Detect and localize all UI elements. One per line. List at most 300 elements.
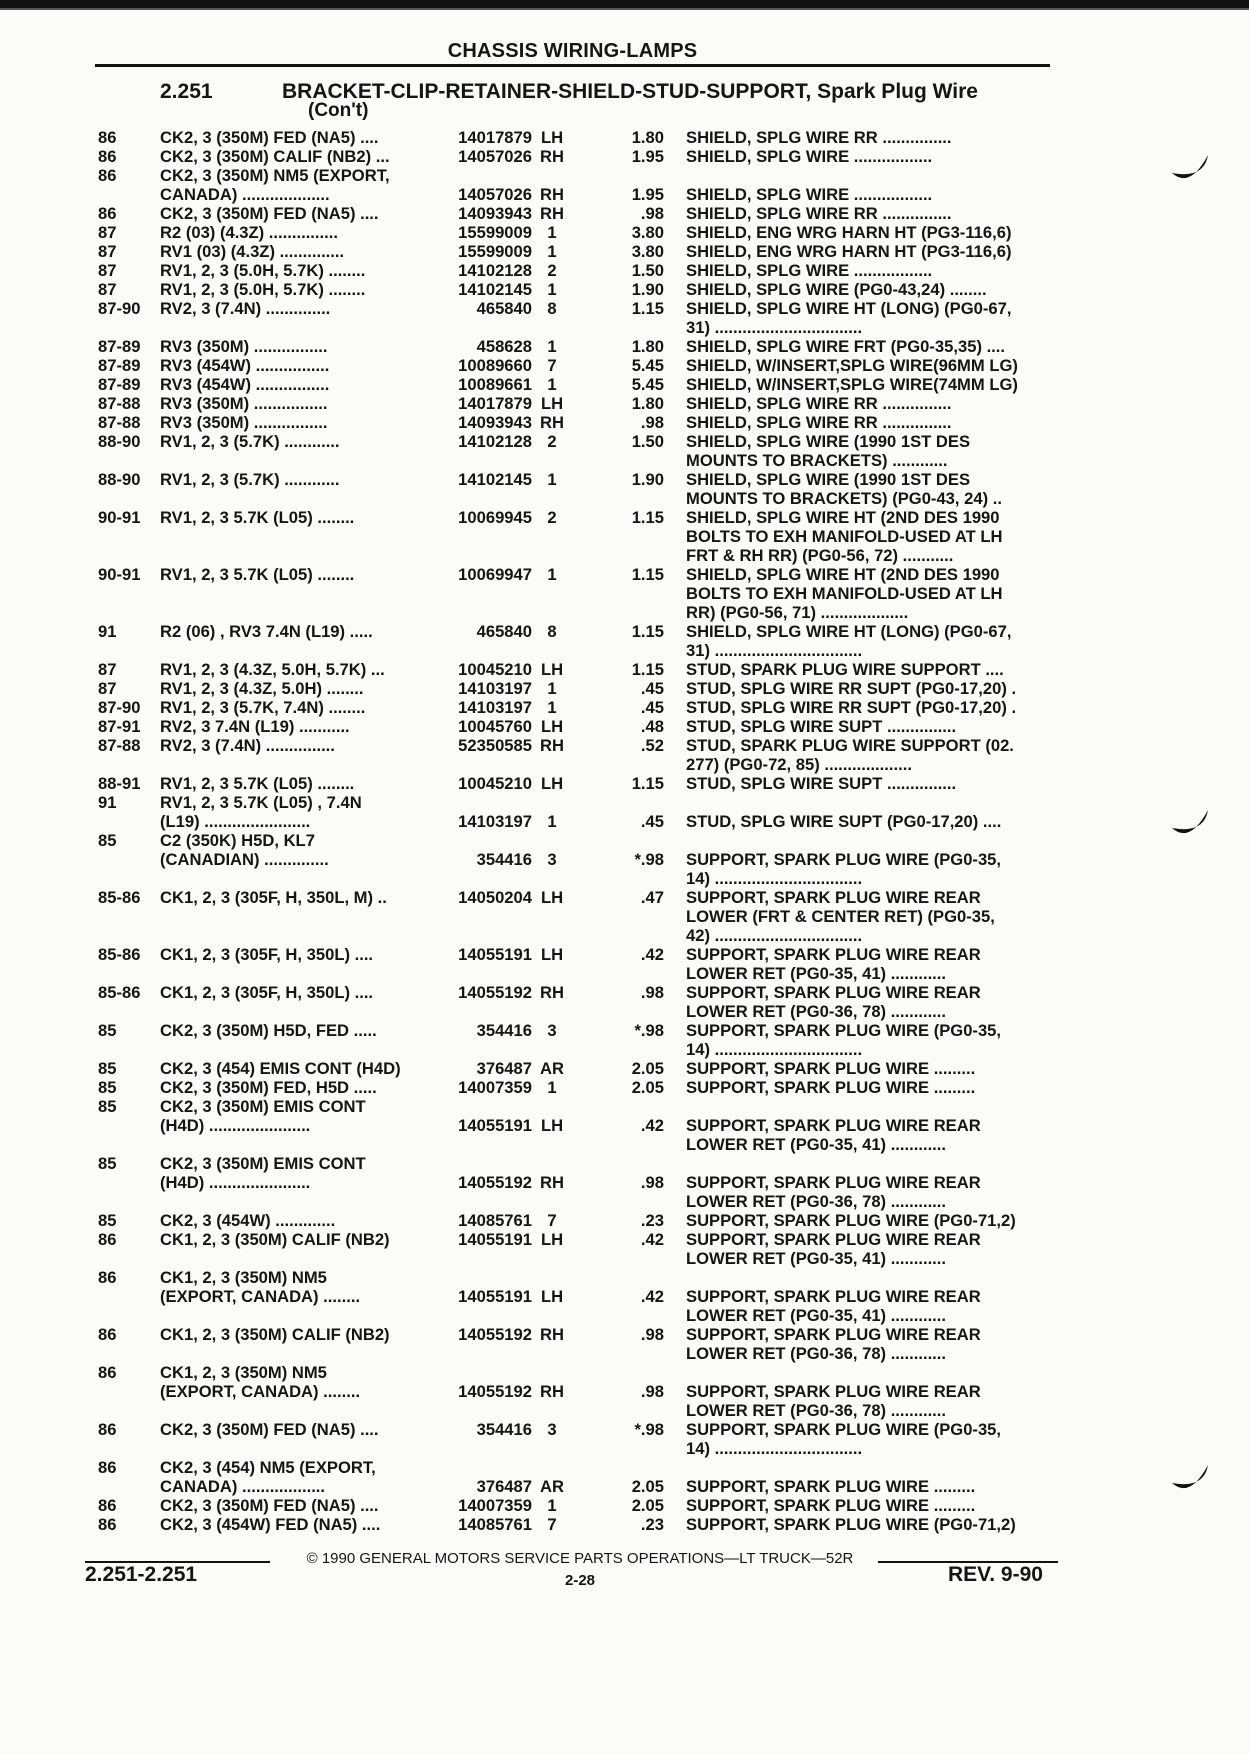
list-item	[0, 1173, 1249, 1192]
model-year: 87-89	[98, 337, 141, 356]
price: 1.15	[631, 622, 664, 641]
list-item	[0, 1002, 1249, 1021]
model-code: CK2, 3 (454) NM5 (EXPORT,	[160, 1458, 376, 1477]
description: SUPPORT, SPARK PLUG WIRE (PG0-71,2)	[686, 1515, 1016, 1534]
description: SHIELD, SPLG WIRE FRT (PG0-35,35) ....	[686, 337, 1006, 356]
model-code: (H4D) ......................	[160, 1173, 311, 1192]
description: SUPPORT, SPARK PLUG WIRE (PG0-35,	[686, 850, 1002, 869]
price: 1.80	[631, 394, 664, 413]
model-code: CK2, 3 (454) EMIS CONT (H4D)	[160, 1059, 401, 1078]
part-number: 14085761	[458, 1515, 532, 1534]
model-code: RV3 (350M) ................	[160, 394, 328, 413]
model-code: CK2, 3 (454W) FED (NA5) ....	[160, 1515, 381, 1534]
price: 1.90	[631, 280, 664, 299]
price: 5.45	[631, 356, 664, 375]
price: 2.05	[631, 1496, 664, 1515]
list-item	[0, 907, 1249, 926]
description: SUPPORT, SPARK PLUG WIRE REAR	[686, 1325, 981, 1344]
list-item	[0, 983, 1249, 1002]
quantity: 1	[547, 470, 557, 489]
description: SHIELD, SPLG WIRE HT (2ND DES 1990	[686, 508, 1000, 527]
model-code: CK2, 3 (350M) EMIS CONT	[160, 1154, 366, 1173]
model-year: 87	[98, 261, 117, 280]
model-code: (EXPORT, CANADA) ........	[160, 1382, 361, 1401]
part-number: 14057026	[458, 185, 532, 204]
model-year: 85-86	[98, 983, 141, 1002]
list-item	[0, 223, 1249, 242]
quantity: 3	[547, 1420, 557, 1439]
description: LOWER RET (PG0-36, 78) ............	[686, 1344, 947, 1363]
list-item	[0, 831, 1249, 850]
description: 31) ................................	[686, 318, 863, 337]
price: .42	[640, 1287, 664, 1306]
part-number: 14103197	[458, 812, 532, 831]
list-item	[0, 1116, 1249, 1135]
price: .42	[640, 1230, 664, 1249]
price: .45	[640, 812, 664, 831]
part-number: 14055191	[458, 945, 532, 964]
top-edge-bar	[0, 0, 1249, 8]
price: 2.05	[631, 1078, 664, 1097]
description: BOLTS TO EXH MANIFOLD-USED AT LH	[686, 584, 1003, 603]
list-item	[0, 489, 1249, 508]
model-year: 87	[98, 679, 117, 698]
model-code: CK2, 3 (350M) NM5 (EXPORT,	[160, 166, 390, 185]
description: LOWER RET (PG0-36, 78) ............	[686, 1002, 947, 1021]
model-code: CK2, 3 (350M) H5D, FED .....	[160, 1021, 377, 1040]
model-year: 87-90	[98, 299, 141, 318]
list-item	[0, 1477, 1249, 1496]
section-continued: (Con't)	[308, 100, 369, 121]
part-number: 376487	[476, 1059, 532, 1078]
model-year: 86	[98, 166, 117, 185]
list-item	[0, 185, 1249, 204]
list-item	[0, 755, 1249, 774]
part-number: 10069945	[458, 508, 532, 527]
list-item	[0, 565, 1249, 584]
list-item	[0, 641, 1249, 660]
description: LOWER RET (PG0-35, 41) ............	[686, 1135, 947, 1154]
part-number: 14055192	[458, 1382, 532, 1401]
description: SHIELD, SPLG WIRE .................	[686, 147, 933, 166]
quantity: 1	[547, 242, 557, 261]
quantity: 7	[547, 1515, 557, 1534]
part-number: 10089660	[458, 356, 532, 375]
list-item	[0, 1135, 1249, 1154]
quantity: 2	[547, 261, 557, 280]
price: .42	[640, 945, 664, 964]
description: 14) ................................	[686, 869, 863, 888]
price: 1.50	[631, 261, 664, 280]
model-code: RV2, 3 7.4N (L19) ...........	[160, 717, 350, 736]
quantity: LH	[540, 1287, 564, 1306]
quantity: 1	[547, 280, 557, 299]
footer-section-range: 2.251-2.251	[85, 1563, 198, 1586]
price: .98	[640, 983, 664, 1002]
list-item	[0, 812, 1249, 831]
model-year: 87-89	[98, 356, 141, 375]
quantity: LH	[540, 945, 564, 964]
description: STUD, SPLG WIRE SUPT ...............	[686, 717, 957, 736]
model-code: CANADA) ..................	[160, 1477, 326, 1496]
list-item	[0, 926, 1249, 945]
model-code: CK1, 2, 3 (350M) CALIF (NB2)	[160, 1325, 390, 1344]
list-item	[0, 1325, 1249, 1344]
quantity: RH	[540, 185, 564, 204]
description: STUD, SPARK PLUG WIRE SUPPORT ....	[686, 660, 1004, 679]
price: 1.95	[631, 185, 664, 204]
description: BOLTS TO EXH MANIFOLD-USED AT LH	[686, 527, 1003, 546]
model-code: CK2, 3 (454W) .............	[160, 1211, 336, 1230]
list-item	[0, 1458, 1249, 1477]
part-number: 14007359	[458, 1078, 532, 1097]
price: .23	[640, 1515, 664, 1534]
description: LOWER RET (PG0-36, 78) ............	[686, 1192, 947, 1211]
part-number: 458628	[476, 337, 532, 356]
model-year: 85	[98, 1211, 117, 1230]
binder-hole-icon	[1168, 145, 1212, 189]
model-year: 86	[98, 1458, 117, 1477]
model-code: RV1, 2, 3 5.7K (L05) , 7.4N	[160, 793, 362, 812]
model-year: 87	[98, 242, 117, 261]
model-code: RV3 (350M) ................	[160, 337, 328, 356]
list-item	[0, 698, 1249, 717]
price: *.98	[634, 1420, 664, 1439]
header-rule	[95, 64, 1050, 67]
model-code: RV1, 2, 3 (5.7K) ............	[160, 432, 340, 451]
description: SHIELD, SPLG WIRE (1990 1ST DES	[686, 470, 971, 489]
price: .42	[640, 1116, 664, 1135]
quantity: 2	[547, 432, 557, 451]
model-code: CK1, 2, 3 (350M) NM5	[160, 1363, 327, 1382]
price: 1.50	[631, 432, 664, 451]
quantity: 3	[547, 1021, 557, 1040]
description: SHIELD, SPLG WIRE HT (2ND DES 1990	[686, 565, 1000, 584]
part-number: 15599009	[458, 223, 532, 242]
list-item	[0, 128, 1249, 147]
price: 1.15	[631, 660, 664, 679]
top-edge-line	[0, 8, 1249, 10]
model-year: 88-91	[98, 774, 141, 793]
part-number: 14103197	[458, 698, 532, 717]
model-code: CK2, 3 (350M) FED (NA5) ....	[160, 1420, 379, 1439]
part-number: 10069947	[458, 565, 532, 584]
description: SHIELD, SPLG WIRE RR ...............	[686, 204, 952, 223]
part-number: 14102145	[458, 470, 532, 489]
part-number: 14085761	[458, 1211, 532, 1230]
binder-hole-icon	[1168, 800, 1212, 844]
model-code: CK1, 2, 3 (305F, H, 350L) ....	[160, 945, 374, 964]
model-year: 85	[98, 1059, 117, 1078]
description: SUPPORT, SPARK PLUG WIRE .........	[686, 1477, 976, 1496]
part-number: 14093943	[458, 413, 532, 432]
model-year: 86	[98, 1515, 117, 1534]
description: SHIELD, SPLG WIRE (1990 1ST DES	[686, 432, 971, 451]
model-code: RV1, 2, 3 5.7K (L05) ........	[160, 565, 355, 584]
list-item	[0, 432, 1249, 451]
model-code: CK2, 3 (350M) FED (NA5) ....	[160, 204, 379, 223]
description: SHIELD, W/INSERT,SPLG WIRE(96MM LG)	[686, 356, 1018, 375]
description: SUPPORT, SPARK PLUG WIRE REAR	[686, 888, 981, 907]
model-code: RV1, 2, 3 (4.3Z, 5.0H) ........	[160, 679, 364, 698]
price: 5.45	[631, 375, 664, 394]
list-item	[0, 1515, 1249, 1534]
price: *.98	[634, 1021, 664, 1040]
model-code: CK2, 3 (350M) FED, H5D .....	[160, 1078, 377, 1097]
price: .98	[640, 413, 664, 432]
model-code: CK1, 2, 3 (305F, H, 350L) ....	[160, 983, 374, 1002]
parts-list	[0, 128, 1249, 1534]
description: SUPPORT, SPARK PLUG WIRE REAR	[686, 945, 981, 964]
model-year: 85-86	[98, 888, 141, 907]
part-number: 14055192	[458, 983, 532, 1002]
model-code: RV3 (454W) ................	[160, 375, 330, 394]
description: SHIELD, SPLG WIRE HT (LONG) (PG0-67,	[686, 299, 1012, 318]
description: SUPPORT, SPARK PLUG WIRE .........	[686, 1059, 976, 1078]
price: .48	[640, 717, 664, 736]
quantity: 1	[547, 337, 557, 356]
description: SUPPORT, SPARK PLUG WIRE (PG0-71,2)	[686, 1211, 1016, 1230]
description: SHIELD, ENG WRG HARN HT (PG3-116,6)	[686, 242, 1012, 261]
model-year: 86	[98, 1420, 117, 1439]
model-year: 87-88	[98, 413, 141, 432]
list-item	[0, 1154, 1249, 1173]
description: SHIELD, SPLG WIRE RR ...............	[686, 394, 952, 413]
model-code: (EXPORT, CANADA) ........	[160, 1287, 361, 1306]
quantity: LH	[540, 394, 564, 413]
description: SUPPORT, SPARK PLUG WIRE REAR	[686, 1287, 981, 1306]
page-header: CHASSIS WIRING-LAMPS	[447, 40, 698, 62]
quantity: LH	[540, 660, 564, 679]
part-number: 354416	[476, 1420, 532, 1439]
description: LOWER RET (PG0-35, 41) ............	[686, 1306, 947, 1325]
quantity: 3	[547, 850, 557, 869]
quantity: RH	[540, 204, 564, 223]
quantity: LH	[540, 888, 564, 907]
description: 277) (PG0-72, 85) ...................	[686, 755, 912, 774]
part-number: 14102128	[458, 432, 532, 451]
part-number: 14102145	[458, 280, 532, 299]
price: 2.05	[631, 1059, 664, 1078]
description: SHIELD, W/INSERT,SPLG WIRE(74MM LG)	[686, 375, 1018, 394]
model-year: 87	[98, 223, 117, 242]
price: 1.90	[631, 470, 664, 489]
list-item	[0, 299, 1249, 318]
list-item	[0, 280, 1249, 299]
quantity: RH	[540, 1173, 564, 1192]
quantity: AR	[540, 1059, 564, 1078]
part-number: 14055191	[458, 1287, 532, 1306]
model-code: RV1, 2, 3 (5.7K, 7.4N) ........	[160, 698, 366, 717]
model-year: 85	[98, 1097, 117, 1116]
price: .45	[640, 698, 664, 717]
list-item	[0, 1420, 1249, 1439]
description: STUD, SPLG WIRE RR SUPT (PG0-17,20) .	[686, 698, 1017, 717]
list-item	[0, 394, 1249, 413]
quantity: 1	[547, 223, 557, 242]
price: 1.15	[631, 508, 664, 527]
description: SUPPORT, SPARK PLUG WIRE .........	[686, 1078, 976, 1097]
list-item	[0, 679, 1249, 698]
model-code: RV1, 2, 3 (5.7K) ............	[160, 470, 340, 489]
model-year: 90-91	[98, 508, 141, 527]
quantity: RH	[540, 983, 564, 1002]
part-number: 354416	[476, 850, 532, 869]
description: STUD, SPLG WIRE RR SUPT (PG0-17,20) .	[686, 679, 1017, 698]
model-year: 90-91	[98, 565, 141, 584]
model-code: R2 (03) (4.3Z) ...............	[160, 223, 338, 242]
part-number: 14102128	[458, 261, 532, 280]
quantity: 1	[547, 698, 557, 717]
quantity: 1	[547, 1496, 557, 1515]
model-code: (CANADIAN) ..............	[160, 850, 329, 869]
list-item	[0, 850, 1249, 869]
price: 3.80	[631, 242, 664, 261]
part-number: 465840	[476, 299, 532, 318]
model-code: CANADA) ...................	[160, 185, 330, 204]
quantity: LH	[540, 128, 564, 147]
description: 14) ................................	[686, 1439, 863, 1458]
description: STUD, SPLG WIRE SUPT (PG0-17,20) ....	[686, 812, 1002, 831]
model-year: 85	[98, 1154, 117, 1173]
quantity: RH	[540, 736, 564, 755]
list-item	[0, 204, 1249, 223]
description: 42) ................................	[686, 926, 863, 945]
list-item	[0, 527, 1249, 546]
model-year: 86	[98, 1325, 117, 1344]
footer-copyright: © 1990 GENERAL MOTORS SERVICE PARTS OPERATIONS—LT TRUCK—52R	[306, 1550, 854, 1567]
model-year: 85-86	[98, 945, 141, 964]
price: 1.95	[631, 147, 664, 166]
list-item	[0, 622, 1249, 641]
description: SUPPORT, SPARK PLUG WIRE (PG0-35,	[686, 1021, 1002, 1040]
price: .45	[640, 679, 664, 698]
part-number: 52350585	[458, 736, 532, 755]
part-number: 10089661	[458, 375, 532, 394]
model-code: RV3 (350M) ................	[160, 413, 328, 432]
part-number: 354416	[476, 1021, 532, 1040]
description: FRT & RH RR) (PG0-56, 72) ...........	[686, 546, 954, 565]
description: SHIELD, SPLG WIRE .................	[686, 185, 933, 204]
description: LOWER (FRT & CENTER RET) (PG0-35,	[686, 907, 995, 926]
quantity: 1	[547, 679, 557, 698]
description: MOUNTS TO BRACKETS) ............	[686, 451, 948, 470]
model-code: CK1, 2, 3 (305F, H, 350L, M) ..	[160, 888, 387, 907]
price: .98	[640, 1382, 664, 1401]
price: .52	[640, 736, 664, 755]
list-item	[0, 413, 1249, 432]
list-item	[0, 869, 1249, 888]
section-title: BRACKET-CLIP-RETAINER-SHIELD-STUD-SUPPORT, Spark Plug Wire	[282, 80, 978, 103]
model-code: RV3 (454W) ................	[160, 356, 330, 375]
description: LOWER RET (PG0-35, 41) ............	[686, 964, 947, 983]
model-code: RV1, 2, 3 5.7K (L05) ........	[160, 774, 355, 793]
model-code: R2 (06) , RV3 7.4N (L19) .....	[160, 622, 373, 641]
model-year: 88-90	[98, 470, 141, 489]
model-year: 87-89	[98, 375, 141, 394]
model-year: 87-90	[98, 698, 141, 717]
model-year: 86	[98, 147, 117, 166]
list-item	[0, 1363, 1249, 1382]
model-code: RV1, 2, 3 (5.0H, 5.7K) ........	[160, 280, 366, 299]
part-number: 14103197	[458, 679, 532, 698]
model-year: 91	[98, 622, 117, 641]
model-year: 87-88	[98, 736, 141, 755]
price: 1.80	[631, 128, 664, 147]
model-code: CK1, 2, 3 (350M) CALIF (NB2)	[160, 1230, 390, 1249]
model-code: RV2, 3 (7.4N) ...............	[160, 736, 335, 755]
part-number: 10045210	[458, 774, 532, 793]
price: *.98	[634, 850, 664, 869]
list-item	[0, 660, 1249, 679]
model-year: 88-90	[98, 432, 141, 451]
model-code: CK1, 2, 3 (350M) NM5	[160, 1268, 327, 1287]
list-item	[0, 945, 1249, 964]
description: SHIELD, SPLG WIRE RR ...............	[686, 413, 952, 432]
quantity: AR	[540, 1477, 564, 1496]
description: SUPPORT, SPARK PLUG WIRE REAR	[686, 1230, 981, 1249]
quantity: 1	[547, 1078, 557, 1097]
list-item	[0, 147, 1249, 166]
description: STUD, SPARK PLUG WIRE SUPPORT (02.	[686, 736, 1014, 755]
model-year: 85	[98, 831, 117, 850]
list-item	[0, 1230, 1249, 1249]
description: SHIELD, SPLG WIRE RR ...............	[686, 128, 952, 147]
list-item	[0, 470, 1249, 489]
model-year: 87	[98, 280, 117, 299]
list-item	[0, 717, 1249, 736]
list-item	[0, 603, 1249, 622]
part-number: 14017879	[458, 128, 532, 147]
model-code: RV1, 2, 3 (5.0H, 5.7K) ........	[160, 261, 366, 280]
model-code: (H4D) ......................	[160, 1116, 311, 1135]
model-year: 91	[98, 793, 117, 812]
quantity: LH	[540, 774, 564, 793]
list-item	[0, 793, 1249, 812]
quantity: RH	[540, 1325, 564, 1344]
model-year: 86	[98, 128, 117, 147]
list-item	[0, 318, 1249, 337]
description: LOWER RET (PG0-36, 78) ............	[686, 1401, 947, 1420]
list-item	[0, 774, 1249, 793]
quantity: RH	[540, 1382, 564, 1401]
part-number: 465840	[476, 622, 532, 641]
price: 1.15	[631, 299, 664, 318]
price: .98	[640, 204, 664, 223]
price: .23	[640, 1211, 664, 1230]
model-code: RV2, 3 (7.4N) ..............	[160, 299, 331, 318]
model-year: 85	[98, 1078, 117, 1097]
list-item	[0, 964, 1249, 983]
description: 31) ................................	[686, 641, 863, 660]
quantity: 7	[547, 356, 557, 375]
list-item	[0, 1249, 1249, 1268]
model-year: 87	[98, 660, 117, 679]
list-item	[0, 584, 1249, 603]
model-code: C2 (350K) H5D, KL7	[160, 831, 315, 850]
price: 3.80	[631, 223, 664, 242]
part-number: 10045210	[458, 660, 532, 679]
list-item	[0, 1040, 1249, 1059]
model-code: RV1 (03) (4.3Z) ..............	[160, 242, 345, 261]
part-number: 14055191	[458, 1230, 532, 1249]
description: 14) ................................	[686, 1040, 863, 1059]
part-number: 10045760	[458, 717, 532, 736]
list-item	[0, 1078, 1249, 1097]
part-number: 14055191	[458, 1116, 532, 1135]
description: SUPPORT, SPARK PLUG WIRE REAR	[686, 1116, 981, 1135]
list-item	[0, 1382, 1249, 1401]
